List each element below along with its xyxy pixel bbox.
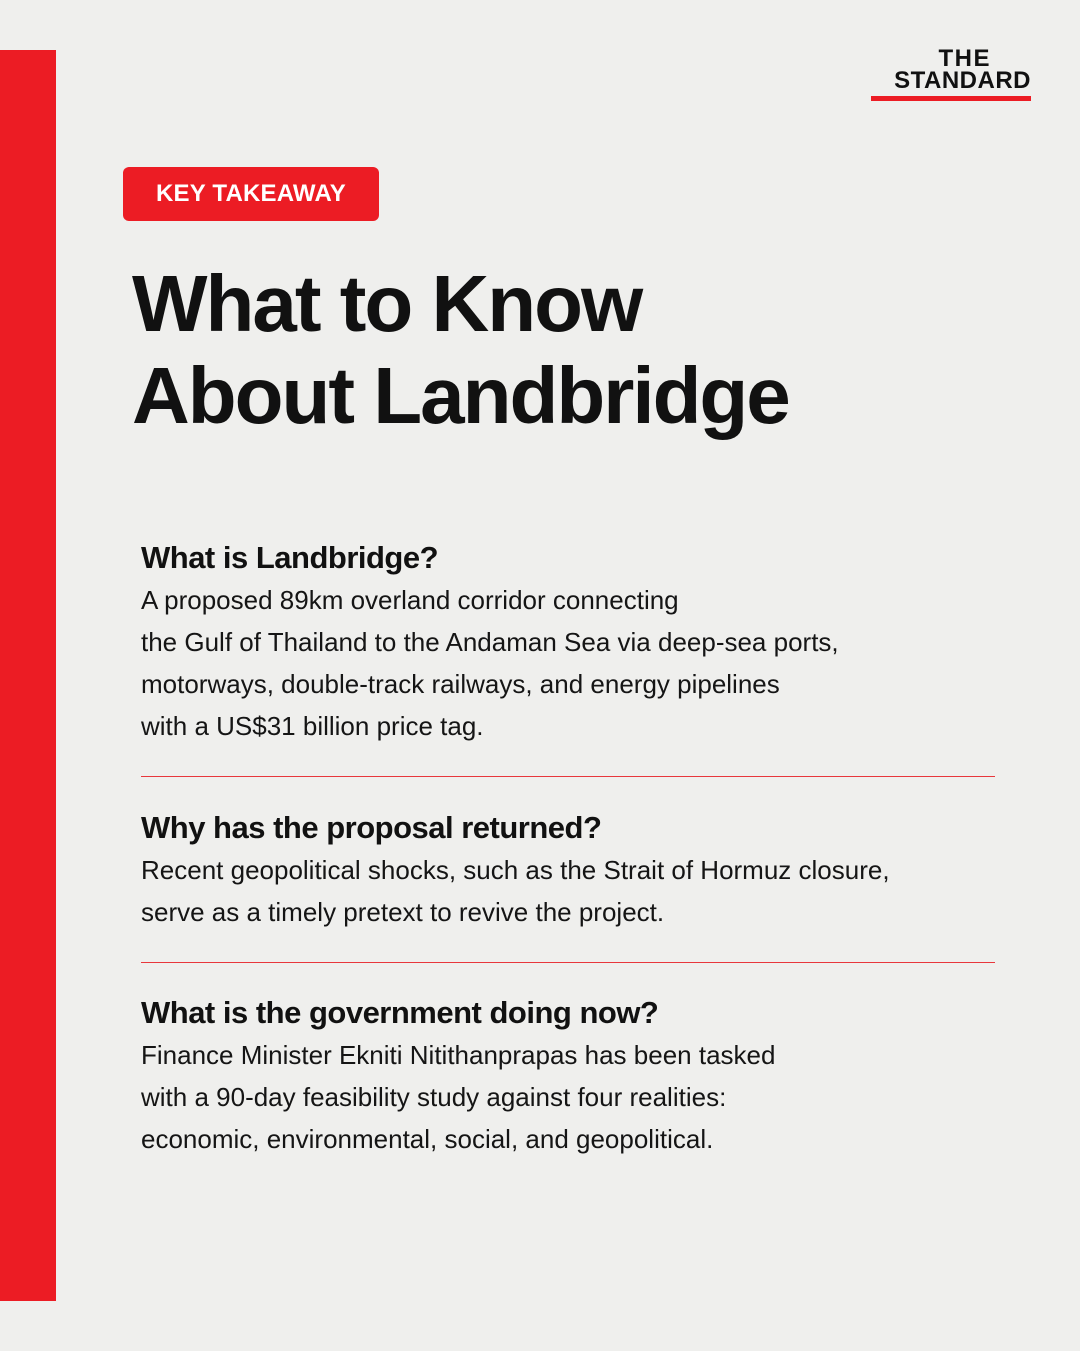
answer-line: economic, environmental, social, and geopolitical. [141, 1124, 714, 1154]
answer-line: serve as a timely pretext to revive the project. [141, 897, 665, 927]
section-answer [141, 1034, 1021, 1160]
section-question: What is the government doing now? [141, 995, 659, 1030]
section-why-returned [141, 807, 1021, 933]
section-answer [141, 579, 1021, 747]
answer-line: Recent geopolitical shocks, such as the Strait of Hormuz closure, [141, 855, 890, 885]
section-question: What is Landbridge? [141, 540, 439, 575]
the-standard-logo [871, 45, 1031, 101]
key-takeaway-badge: KEY TAKEAWAY [123, 167, 379, 221]
answer-line: motorways, double-track railways, and energy pipelines [141, 669, 780, 699]
section-government-now [141, 992, 1021, 1160]
title-line-2: About Landbridge [132, 351, 789, 440]
section-divider [141, 962, 995, 963]
page-title [132, 258, 1032, 442]
logo-line-the: THE [938, 45, 991, 72]
answer-line: Finance Minister Ekniti Nitithanprapas has been tasked [141, 1040, 776, 1070]
section-question: Why has the proposal returned? [141, 810, 602, 845]
section-what-is-landbridge [141, 537, 1021, 747]
section-divider [141, 776, 995, 777]
section-answer [141, 849, 1021, 933]
answer-line: with a US$31 billion price tag. [141, 711, 484, 741]
logo-line-standard: STANDARD [894, 67, 1031, 94]
answer-line: with a 90-day feasibility study against four realities: [141, 1082, 727, 1112]
answer-line: the Gulf of Thailand to the Andaman Sea via deep-sea ports, [141, 627, 839, 657]
title-line-1: What to Know [132, 259, 642, 348]
logo-underline [871, 96, 1031, 101]
answer-line: A proposed 89km overland corridor connecting [141, 585, 679, 615]
left-accent-bar [0, 50, 56, 1301]
